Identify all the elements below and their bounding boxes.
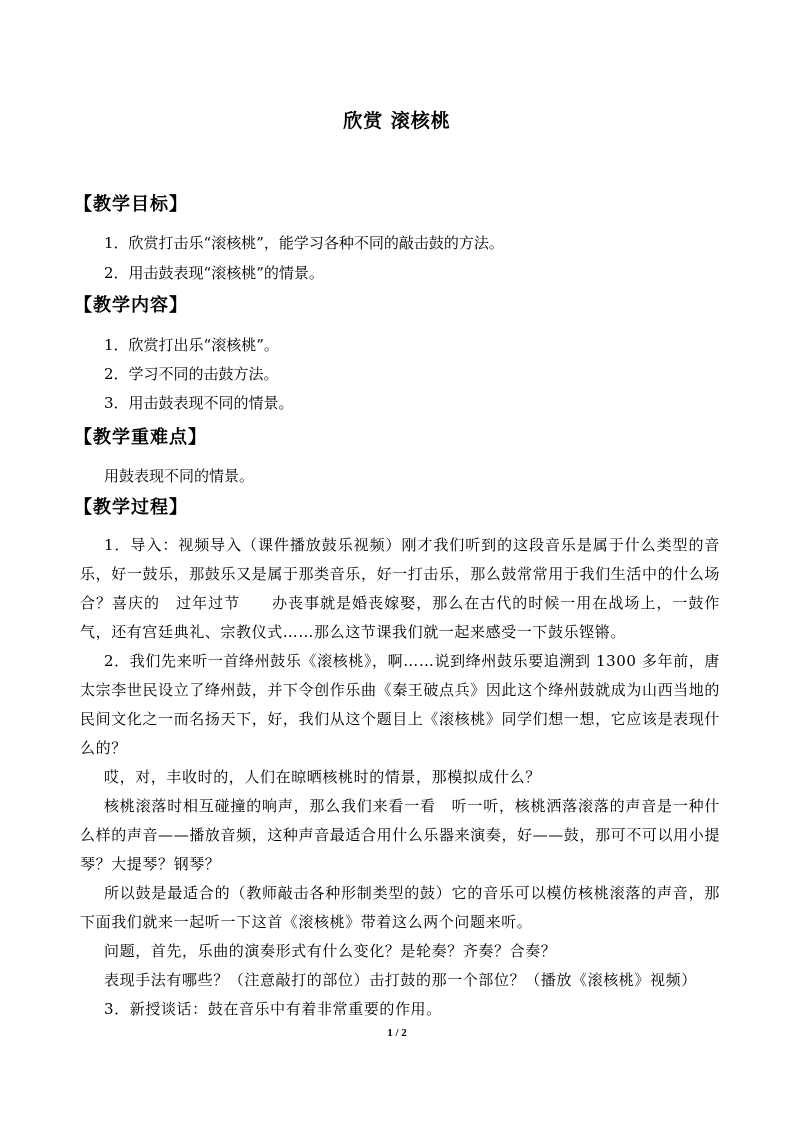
process-paragraph-5: 所以鼓是最适合的（教师敲击各种形制类型的鼓）它的音乐可以模仿核桃滚落的声音，那下面我们就来一起听一下这首《滚核桃》带着这么两个问题来听。 bbox=[80, 884, 720, 931]
content-item-1: 1．欣赏打出乐“滚核桃”。 bbox=[104, 336, 279, 354]
process-paragraph-4: 核桃滚落时相互碰撞的响声，那么我们来看一看 听一听，核桃洒落滚落的声音是一种什么样的声音——播放音频，这种声音最适合用什么乐器来演奏，好——鼓，那可不可以用小提琴？大提琴？钢琴？ bbox=[80, 797, 720, 873]
content-item-2: 2．学习不同的击鼓方法。 bbox=[104, 365, 279, 383]
page-title: 欣赏 滚核桃 bbox=[343, 110, 451, 132]
page-number: 1 / 2 bbox=[387, 1027, 407, 1039]
content-item-3: 3．用击鼓表现不同的情景。 bbox=[104, 394, 294, 412]
process-paragraph-1: 1．导入：视频导入（课件播放鼓乐视频）刚才我们听到的这段音乐是属于什么类型的音乐，好一鼓乐，那鼓乐又是属于那类音乐，好一打击乐，那么鼓常常用于我们生活中的什么场合？喜庆的 过年过节 办丧事就是婚丧嫁娶，那么在古代的时候一用在战场上，一鼓作气，还有宫廷典礼、宗教仪式……那么这节课我们就一起来感受一下鼓乐铿锵。 bbox=[80, 536, 720, 641]
section-heading-process: 【教学过程】 bbox=[74, 497, 188, 518]
objective-item-2: 2．用击鼓表现“滚核桃”的情景。 bbox=[104, 264, 324, 282]
process-paragraph-7: 表现手法有哪些？（注意敲打的部位）击打鼓的那一个部位？（播放《滚核桃》视频） bbox=[104, 971, 697, 989]
section-heading-objectives: 【教学目标】 bbox=[74, 194, 188, 215]
process-paragraph-6: 问题，首先，乐曲的演奏形式有什么变化？是轮奏？齐奏？合奏？ bbox=[104, 942, 557, 960]
objective-item-1: 1．欣赏打击乐“滚核桃”，能学习各种不同的敲击鼓的方法。 bbox=[104, 234, 504, 252]
key-points-text: 用鼓表现不同的情景。 bbox=[104, 467, 255, 485]
section-heading-content: 【教学内容】 bbox=[74, 295, 188, 316]
process-paragraph-3: 哎，对，丰收时的，人们在晾晒核桃时的情景，那模拟成什么？ bbox=[104, 768, 541, 786]
process-paragraph-2: 2．我们先来听一首绛州鼓乐《滚核桃》，啊……说到绛州鼓乐要追溯到 1300 多年前，唐太宗李世民设立了绛州鼓，并下令创作乐曲《秦王破点兵》因此这个绛州鼓就成为山西当地的民间文化之一而名扬天下，好，我们从这个题目上《滚核桃》同学们想一想，它应该是表现什么的？ bbox=[80, 652, 720, 757]
process-paragraph-8: 3．新授谈话：鼓在音乐中有着非常重要的作用。 bbox=[104, 1000, 442, 1018]
section-heading-key-points: 【教学重难点】 bbox=[74, 427, 207, 448]
